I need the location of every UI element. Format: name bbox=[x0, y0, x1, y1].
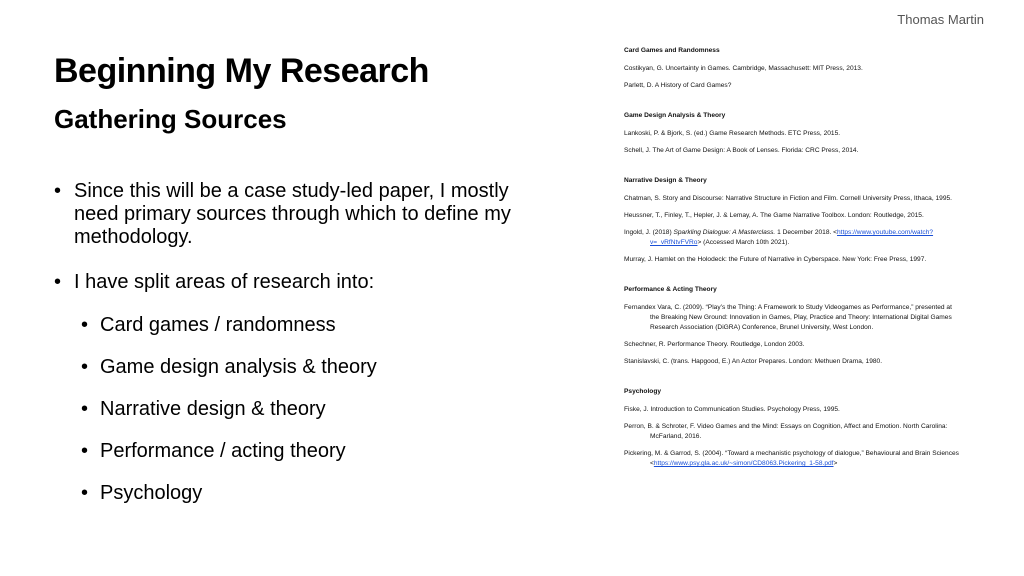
bullet-item bbox=[54, 271, 524, 505]
pdf-link[interactable]: https://www.psy.gla.ac.uk/~simon/CD8063.Pickering_1-58.pdf bbox=[653, 460, 834, 467]
reference-entry: Chatman, S. Story and Discourse: Narrative Structure in Fiction and Film. Cornell University Press, Ithaca, 1995. bbox=[624, 195, 952, 202]
reference-section-narrative bbox=[624, 176, 959, 265]
reference-section-performance bbox=[624, 285, 959, 367]
sub-bullet-item: • Narrative design & theory bbox=[74, 398, 524, 421]
reference-entry: Lankoski, P. & Bjork, S. (ed.) Game Research Methods. ETC Press, 2015. bbox=[624, 130, 841, 137]
main-bullet-list bbox=[54, 180, 524, 527]
sub-bullet-item: • Psychology bbox=[74, 482, 524, 505]
reference-heading: Performance & Acting Theory bbox=[624, 286, 717, 293]
reference-section-game-design bbox=[624, 111, 959, 156]
reference-text: > bbox=[833, 460, 838, 467]
bullet-text: I have split areas of research into: bbox=[74, 271, 375, 293]
sub-bullet-item: • Game design analysis & theory bbox=[74, 356, 524, 379]
reference-heading: Card Games and Randomness bbox=[624, 47, 720, 54]
reference-entry bbox=[624, 449, 959, 469]
reference-entry: Schell, J. The Art of Game Design: A Book of Lenses. Florida: CRC Press, 2014. bbox=[624, 147, 859, 154]
reference-entry: Murray, J. Hamlet on the Holodeck: the Future of Narrative in Cyberspace. New York: Free Press, 1997. bbox=[624, 256, 927, 263]
reference-text: Ingold, J. (2018) bbox=[624, 229, 674, 236]
reference-entry: Heussner, T., Finley, T., Hepler, J. & Lemay, A. The Game Narrative Toolbox. London: Routledge, 2015. bbox=[624, 212, 924, 219]
reference-heading: Psychology bbox=[624, 388, 662, 395]
reference-entry: Stanislavski, C. (trans. Hapgood, E.) An Actor Prepares. London: Methuen Drama, 1980. bbox=[624, 358, 883, 365]
author-name: Thomas Martin bbox=[897, 12, 984, 27]
sub-bullet-item: • Performance / acting theory bbox=[74, 440, 524, 463]
sub-bullet-item: • Card games / randomness bbox=[74, 314, 524, 337]
youtube-link[interactable]: https://www.youtube.com/watch?v=_vRfNtvFVRo bbox=[650, 229, 934, 246]
reference-entry: Costikyan, G. Uncertainty in Games. Cambridge, Massachusett: MIT Press, 2013. bbox=[624, 65, 863, 72]
reference-section-card-games bbox=[624, 46, 959, 91]
reference-list bbox=[624, 46, 959, 489]
sub-bullet-list bbox=[74, 314, 524, 505]
reference-text: Pickering, M. & Garrod, S. (2004). “Toward a mechanistic psychology of dialogue,” Behavioural and Brain Sciences < bbox=[624, 450, 959, 467]
reference-section-psychology bbox=[624, 387, 959, 469]
reference-entry: Fernandex Vara, C. (2009). “Play’s the Thing: A Framework to Study Videogames as Performance,” presented at the Breaking New Ground: Innovation in Games, Play, Practice and Theory: International Digital Games Research Association (DiGRA) Conference, Brunel University, West London. bbox=[624, 304, 952, 331]
slide-subtitle: Gathering Sources bbox=[54, 104, 287, 134]
reference-entry: Perron, B. & Schroter, F. Video Games and the Mind: Essays on Cognition, Affect and Emotion. North Carolina: McFarland, 2016. bbox=[624, 423, 948, 440]
reference-entry: Schechner, R. Performance Theory. Routledge, London 2003. bbox=[624, 341, 805, 348]
bullet-item: • Since this will be a case study-led paper, I mostly need primary sources through which to define my methodology. bbox=[54, 180, 524, 249]
reference-text: > (Accessed March 10th 2021). bbox=[697, 239, 790, 246]
reference-heading: Narrative Design & Theory bbox=[624, 177, 707, 184]
reference-title-italic: Sparkling Dialogue: A Masterclass. bbox=[673, 229, 776, 236]
reference-entry bbox=[624, 228, 959, 248]
slide-title: Beginning My Research bbox=[54, 52, 429, 90]
reference-text: 1 December 2018. < bbox=[775, 229, 838, 236]
reference-entry: Fiske, J. Introduction to Communication Studies. Psychology Press, 1995. bbox=[624, 406, 840, 413]
reference-entry: Parlett, D. A History of Card Games? bbox=[624, 82, 732, 89]
reference-heading: Game Design Analysis & Theory bbox=[624, 112, 726, 119]
